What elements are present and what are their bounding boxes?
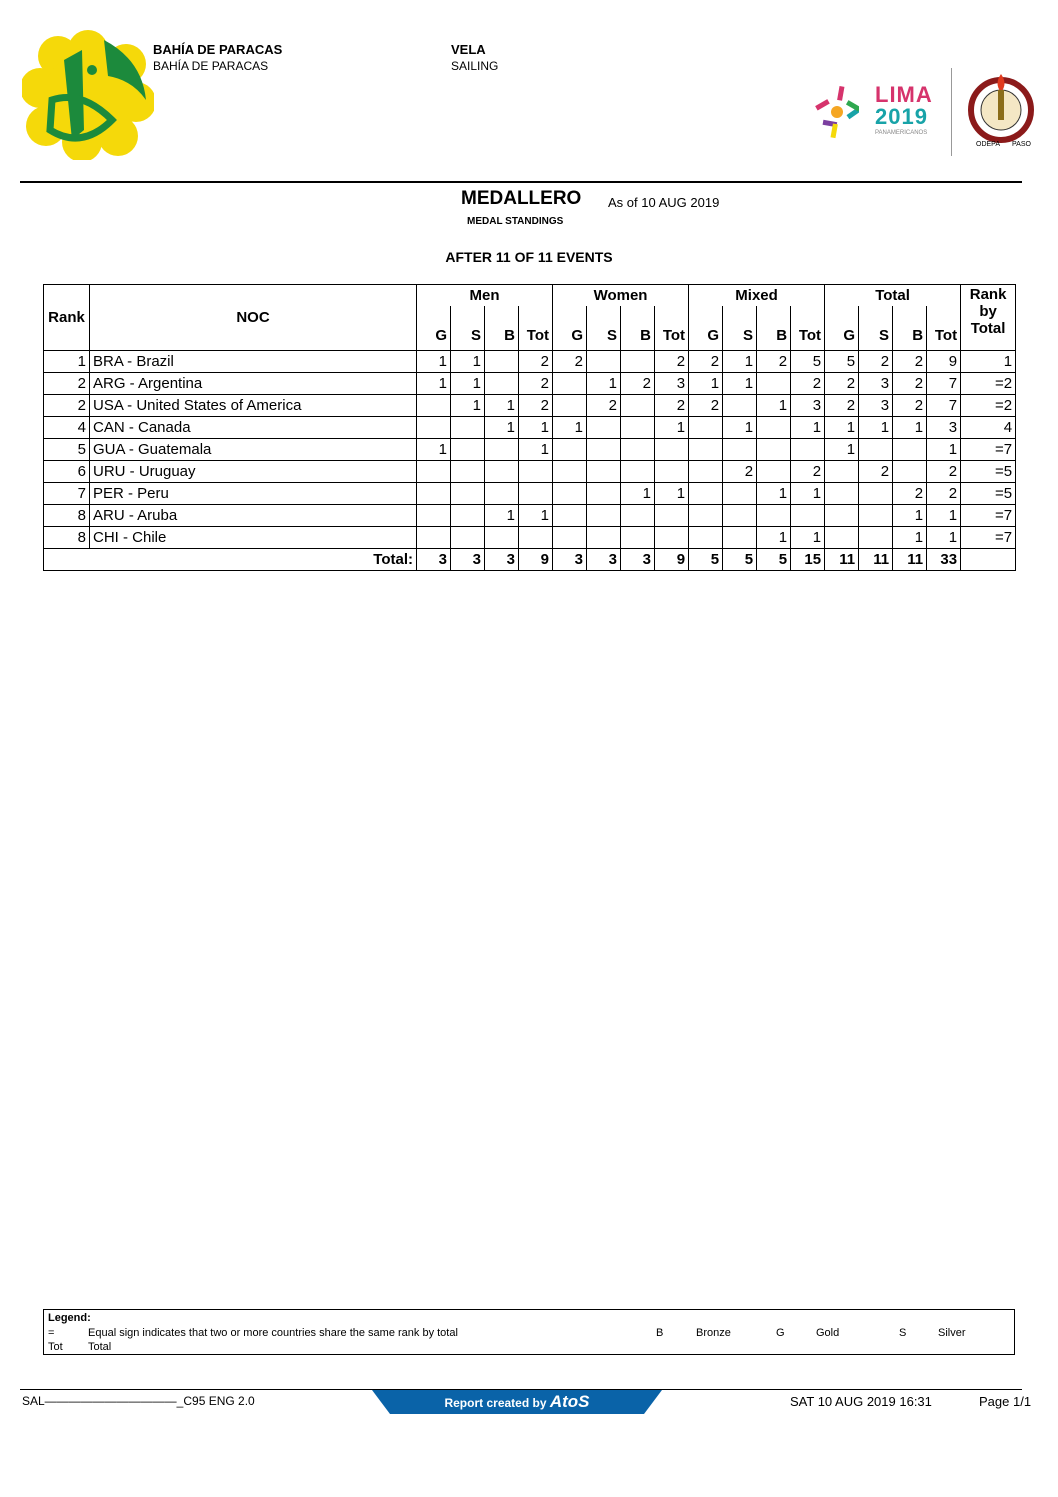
medal-count-cell <box>723 505 757 527</box>
table-row <box>44 395 1016 417</box>
legend-code: S <box>899 1327 907 1339</box>
medal-count-cell <box>621 461 655 483</box>
medal-count-cell <box>621 505 655 527</box>
medal-count-cell: 9 <box>927 351 961 373</box>
medal-count-cell <box>451 483 485 505</box>
total-count-cell: 11 <box>893 549 927 571</box>
rank-cell: 2 <box>44 373 90 395</box>
rank-by-total-cell: 1 <box>961 351 1016 373</box>
medal-count-cell: 1 <box>655 417 689 439</box>
subheader-mixed-g: G <box>689 306 723 351</box>
rank-by-total-header: Rank by Total <box>961 285 1016 351</box>
medal-count-cell <box>417 417 451 439</box>
medal-count-cell: 1 <box>723 373 757 395</box>
medal-count-cell: 1 <box>485 417 519 439</box>
medal-count-cell: 3 <box>791 395 825 417</box>
rank-by-total-cell: =2 <box>961 395 1016 417</box>
medal-count-cell: 2 <box>825 395 859 417</box>
legend-code: Tot <box>48 1341 63 1353</box>
medal-count-cell <box>893 439 927 461</box>
totals-row <box>44 549 1016 571</box>
medal-count-cell <box>519 483 553 505</box>
noc-cell: CAN - Canada <box>90 417 417 439</box>
medal-count-cell: 1 <box>451 395 485 417</box>
medal-count-cell: 7 <box>927 373 961 395</box>
medal-count-cell <box>723 395 757 417</box>
rank-by-total-cell: =7 <box>961 505 1016 527</box>
medal-count-cell: 2 <box>655 395 689 417</box>
medal-count-cell <box>451 417 485 439</box>
medal-count-cell <box>791 439 825 461</box>
medal-count-cell <box>723 483 757 505</box>
table-row <box>44 505 1016 527</box>
medal-count-cell <box>553 461 587 483</box>
medal-count-cell <box>485 439 519 461</box>
medal-count-cell <box>655 439 689 461</box>
noc-cell: URU - Uruguay <box>90 461 417 483</box>
subheader-total-b: B <box>893 306 927 351</box>
noc-cell: PER - Peru <box>90 483 417 505</box>
medal-count-cell: 1 <box>655 483 689 505</box>
medal-count-cell <box>859 483 893 505</box>
medal-count-cell <box>757 505 791 527</box>
medal-count-cell: 1 <box>587 373 621 395</box>
total-count-cell: 3 <box>417 549 451 571</box>
medal-count-cell <box>553 527 587 549</box>
medal-count-cell: 1 <box>723 417 757 439</box>
rank-cell: 4 <box>44 417 90 439</box>
legend-code: G <box>776 1327 785 1339</box>
medal-count-cell <box>519 461 553 483</box>
total-count-cell: 3 <box>485 549 519 571</box>
subheader-men-b: B <box>485 306 519 351</box>
medal-count-cell <box>757 417 791 439</box>
logo-divider <box>951 68 952 156</box>
legend-text: Silver <box>938 1327 966 1339</box>
rank-cell: 1 <box>44 351 90 373</box>
medal-count-cell: 1 <box>893 417 927 439</box>
subheader-men-tot: Tot <box>519 306 553 351</box>
total-count-cell: 9 <box>519 549 553 571</box>
medal-count-cell <box>417 483 451 505</box>
medal-count-cell <box>825 483 859 505</box>
medal-count-cell: 2 <box>791 461 825 483</box>
medal-count-cell: 2 <box>927 461 961 483</box>
subheader-mixed-s: S <box>723 306 757 351</box>
total-count-cell: 5 <box>723 549 757 571</box>
total-count-cell: 3 <box>451 549 485 571</box>
medal-count-cell <box>553 373 587 395</box>
medal-count-cell: 3 <box>859 373 893 395</box>
medal-count-cell: 2 <box>825 373 859 395</box>
medal-count-cell: 1 <box>519 505 553 527</box>
medal-count-cell <box>587 351 621 373</box>
medal-count-cell: 2 <box>655 351 689 373</box>
medal-count-cell <box>689 439 723 461</box>
total-count-cell: 9 <box>655 549 689 571</box>
medal-count-cell: 1 <box>927 527 961 549</box>
group-header-total: Total <box>825 285 961 307</box>
medal-count-cell: 2 <box>927 483 961 505</box>
rank-by-total-cell: 4 <box>961 417 1016 439</box>
group-header-women: Women <box>553 285 689 307</box>
rank-cell: 7 <box>44 483 90 505</box>
medal-count-cell <box>485 483 519 505</box>
medal-count-cell <box>689 483 723 505</box>
medal-count-cell <box>825 505 859 527</box>
atos-brand: AtoS <box>549 1392 590 1411</box>
medal-count-cell <box>621 439 655 461</box>
rank-by-total-cell: =7 <box>961 527 1016 549</box>
medal-count-cell <box>723 527 757 549</box>
medal-count-cell <box>553 483 587 505</box>
medal-count-cell <box>553 505 587 527</box>
medal-count-cell <box>587 439 621 461</box>
medal-count-cell <box>485 351 519 373</box>
footer-report-code: SAL———————————_C95 ENG 2.0 <box>22 1394 255 1408</box>
group-header-men: Men <box>417 285 553 307</box>
medal-count-cell: 3 <box>859 395 893 417</box>
medal-count-cell <box>689 461 723 483</box>
sport-subtitle: SAILING <box>451 59 499 73</box>
medal-count-cell: 1 <box>791 483 825 505</box>
document-as-of-date: As of 10 AUG 2019 <box>608 195 720 210</box>
medal-count-cell: 2 <box>723 461 757 483</box>
lima-logo-tagline: PANAMERICANOS <box>875 130 928 136</box>
total-count-cell: 3 <box>553 549 587 571</box>
legend-title: Legend: <box>48 1312 91 1324</box>
medal-count-cell: 1 <box>485 395 519 417</box>
subheader-mixed-b: B <box>757 306 791 351</box>
medal-count-cell <box>825 461 859 483</box>
odepa-logo <box>966 70 1036 150</box>
medal-count-cell <box>825 527 859 549</box>
medal-count-cell: 2 <box>553 351 587 373</box>
medal-count-cell <box>417 527 451 549</box>
medal-count-cell: 2 <box>893 373 927 395</box>
noc-cell: GUA - Guatemala <box>90 439 417 461</box>
medal-count-cell: 1 <box>859 417 893 439</box>
medal-count-cell <box>689 527 723 549</box>
medal-count-cell <box>451 439 485 461</box>
noc-header: NOC <box>90 285 417 351</box>
venue-title: BAHÍA DE PARACAS <box>153 42 283 57</box>
medal-count-cell: 5 <box>791 351 825 373</box>
medal-count-cell <box>417 461 451 483</box>
medal-count-cell: 1 <box>791 417 825 439</box>
totals-label: Total: <box>44 549 417 571</box>
legend-code: B <box>656 1327 664 1339</box>
medal-count-cell <box>689 505 723 527</box>
subheader-women-s: S <box>587 306 621 351</box>
medal-count-cell: 2 <box>519 373 553 395</box>
medal-count-cell <box>757 461 791 483</box>
document-title: MEDALLERO <box>461 188 582 209</box>
medal-count-cell: 2 <box>689 351 723 373</box>
medal-count-cell: 3 <box>655 373 689 395</box>
table-row <box>44 351 1016 373</box>
total-count-cell: 33 <box>927 549 961 571</box>
venue-logo <box>22 30 154 160</box>
rank-cell: 5 <box>44 439 90 461</box>
table-row <box>44 417 1016 439</box>
noc-cell: CHI - Chile <box>90 527 417 549</box>
events-status: AFTER 11 OF 11 EVENTS <box>445 249 613 265</box>
noc-cell: BRA - Brazil <box>90 351 417 373</box>
medal-standings-table <box>43 284 1016 571</box>
rank-cell: 6 <box>44 461 90 483</box>
medal-count-cell: 2 <box>893 483 927 505</box>
table-row <box>44 527 1016 549</box>
medal-count-cell <box>655 461 689 483</box>
rank-by-total-cell: =2 <box>961 373 1016 395</box>
medal-count-cell <box>859 527 893 549</box>
medal-count-cell <box>859 439 893 461</box>
total-count-cell: 3 <box>587 549 621 571</box>
medal-count-cell <box>553 395 587 417</box>
medal-count-cell: 1 <box>893 527 927 549</box>
medal-count-cell: 2 <box>621 373 655 395</box>
medal-count-cell: 1 <box>757 527 791 549</box>
medal-count-cell <box>893 461 927 483</box>
subheader-women-b: B <box>621 306 655 351</box>
medal-count-cell: 1 <box>893 505 927 527</box>
medal-count-cell <box>485 373 519 395</box>
medal-count-cell: 1 <box>451 373 485 395</box>
medal-count-cell: 1 <box>519 417 553 439</box>
subheader-total-tot: Tot <box>927 306 961 351</box>
medal-count-cell: 1 <box>451 351 485 373</box>
medal-count-cell: 1 <box>825 417 859 439</box>
lima-sunburst-icon <box>815 84 859 140</box>
noc-cell: ARG - Argentina <box>90 373 417 395</box>
total-count-cell: 3 <box>621 549 655 571</box>
medal-count-cell: 2 <box>519 395 553 417</box>
medal-count-cell: 1 <box>757 483 791 505</box>
table-row <box>44 439 1016 461</box>
footer-banner-text <box>372 1390 662 1414</box>
medal-count-cell <box>689 417 723 439</box>
medal-count-cell <box>587 417 621 439</box>
medal-count-cell: 2 <box>757 351 791 373</box>
medal-count-cell <box>587 483 621 505</box>
total-count-cell: 11 <box>859 549 893 571</box>
medal-count-cell: 1 <box>757 395 791 417</box>
lima-logo-text: LIMA <box>875 82 933 107</box>
medal-count-cell: 5 <box>825 351 859 373</box>
medal-count-cell: 1 <box>519 439 553 461</box>
medal-count-cell <box>757 439 791 461</box>
legend-box <box>43 1309 1015 1355</box>
medal-count-cell <box>655 505 689 527</box>
header-rule <box>20 181 1022 183</box>
medal-count-cell <box>417 505 451 527</box>
rank-cell: 2 <box>44 395 90 417</box>
medal-count-cell: 1 <box>417 351 451 373</box>
medal-count-cell <box>723 439 757 461</box>
footer-page-number: Page 1/1 <box>979 1394 1032 1409</box>
medal-count-cell <box>451 527 485 549</box>
medal-count-cell <box>655 527 689 549</box>
medal-count-cell <box>621 395 655 417</box>
total-count-cell: 5 <box>689 549 723 571</box>
medal-count-cell: 2 <box>859 351 893 373</box>
total-count-cell: 15 <box>791 549 825 571</box>
medal-count-cell: 1 <box>553 417 587 439</box>
noc-cell: USA - United States of America <box>90 395 417 417</box>
medal-count-cell <box>417 395 451 417</box>
group-header-mixed: Mixed <box>689 285 825 307</box>
table-row <box>44 483 1016 505</box>
footer-date: SAT 10 AUG 2019 16:31 <box>790 1394 932 1409</box>
medal-count-cell: 1 <box>417 439 451 461</box>
subheader-men-g: G <box>417 306 451 351</box>
medal-count-cell: 2 <box>587 395 621 417</box>
legend-code: = <box>48 1327 55 1339</box>
medal-count-cell <box>485 527 519 549</box>
rank-cell: 8 <box>44 527 90 549</box>
rank-by-total-cell: =5 <box>961 483 1016 505</box>
total-count-cell: 5 <box>757 549 791 571</box>
subheader-total-g: G <box>825 306 859 351</box>
table-row <box>44 461 1016 483</box>
medal-count-cell <box>757 373 791 395</box>
table-row <box>44 373 1016 395</box>
sport-title: VELA <box>451 42 486 57</box>
medal-count-cell: 1 <box>689 373 723 395</box>
odepa-text-left: ODEPA <box>976 141 1000 148</box>
medal-count-cell <box>791 505 825 527</box>
totals-rank-blank <box>961 549 1016 571</box>
lima-logo-year: 2019 <box>875 104 928 129</box>
medal-count-cell: 2 <box>893 351 927 373</box>
medal-count-cell <box>587 527 621 549</box>
legend-text: Gold <box>816 1327 840 1339</box>
rank-by-total-cell: =5 <box>961 461 1016 483</box>
medal-count-cell <box>621 527 655 549</box>
odepa-text-right: PASO <box>1012 141 1031 148</box>
legend-text: Bronze <box>696 1327 731 1339</box>
medal-count-cell <box>859 505 893 527</box>
subheader-total-s: S <box>859 306 893 351</box>
legend-text: Equal sign indicates that two or more countries share the same rank by total <box>88 1327 458 1339</box>
medal-count-cell <box>451 505 485 527</box>
medal-count-cell: 3 <box>927 417 961 439</box>
rank-by-total-cell: =7 <box>961 439 1016 461</box>
rank-cell: 8 <box>44 505 90 527</box>
venue-subtitle: BAHÍA DE PARACAS <box>153 59 269 73</box>
medal-count-cell <box>485 461 519 483</box>
document-subtitle: MEDAL STANDINGS <box>467 216 564 227</box>
noc-cell: ARU - Aruba <box>90 505 417 527</box>
medal-count-cell: 1 <box>485 505 519 527</box>
medal-count-cell <box>519 527 553 549</box>
subheader-mixed-tot: Tot <box>791 306 825 351</box>
medal-count-cell: 2 <box>791 373 825 395</box>
medal-count-cell: 1 <box>927 439 961 461</box>
legend-text: Total <box>88 1341 112 1353</box>
report-created-by: Report created by <box>444 1396 547 1410</box>
medal-count-cell: 2 <box>893 395 927 417</box>
medal-count-cell: 1 <box>825 439 859 461</box>
medal-count-cell: 2 <box>519 351 553 373</box>
medal-count-cell: 1 <box>723 351 757 373</box>
medal-count-cell: 1 <box>621 483 655 505</box>
medal-count-cell: 2 <box>689 395 723 417</box>
medal-count-cell <box>451 461 485 483</box>
medal-count-cell <box>621 417 655 439</box>
medal-count-cell <box>553 439 587 461</box>
medal-count-cell: 7 <box>927 395 961 417</box>
subheader-women-tot: Tot <box>655 306 689 351</box>
rank-header: Rank <box>44 285 90 351</box>
medal-count-cell: 1 <box>417 373 451 395</box>
medal-count-cell: 1 <box>927 505 961 527</box>
medal-count-cell <box>587 505 621 527</box>
lima-2019-logo <box>815 78 945 148</box>
medal-count-cell <box>621 351 655 373</box>
subheader-women-g: G <box>553 306 587 351</box>
medal-count-cell <box>587 461 621 483</box>
total-count-cell: 11 <box>825 549 859 571</box>
subheader-men-s: S <box>451 306 485 351</box>
medal-count-cell: 1 <box>791 527 825 549</box>
medal-count-cell: 2 <box>859 461 893 483</box>
